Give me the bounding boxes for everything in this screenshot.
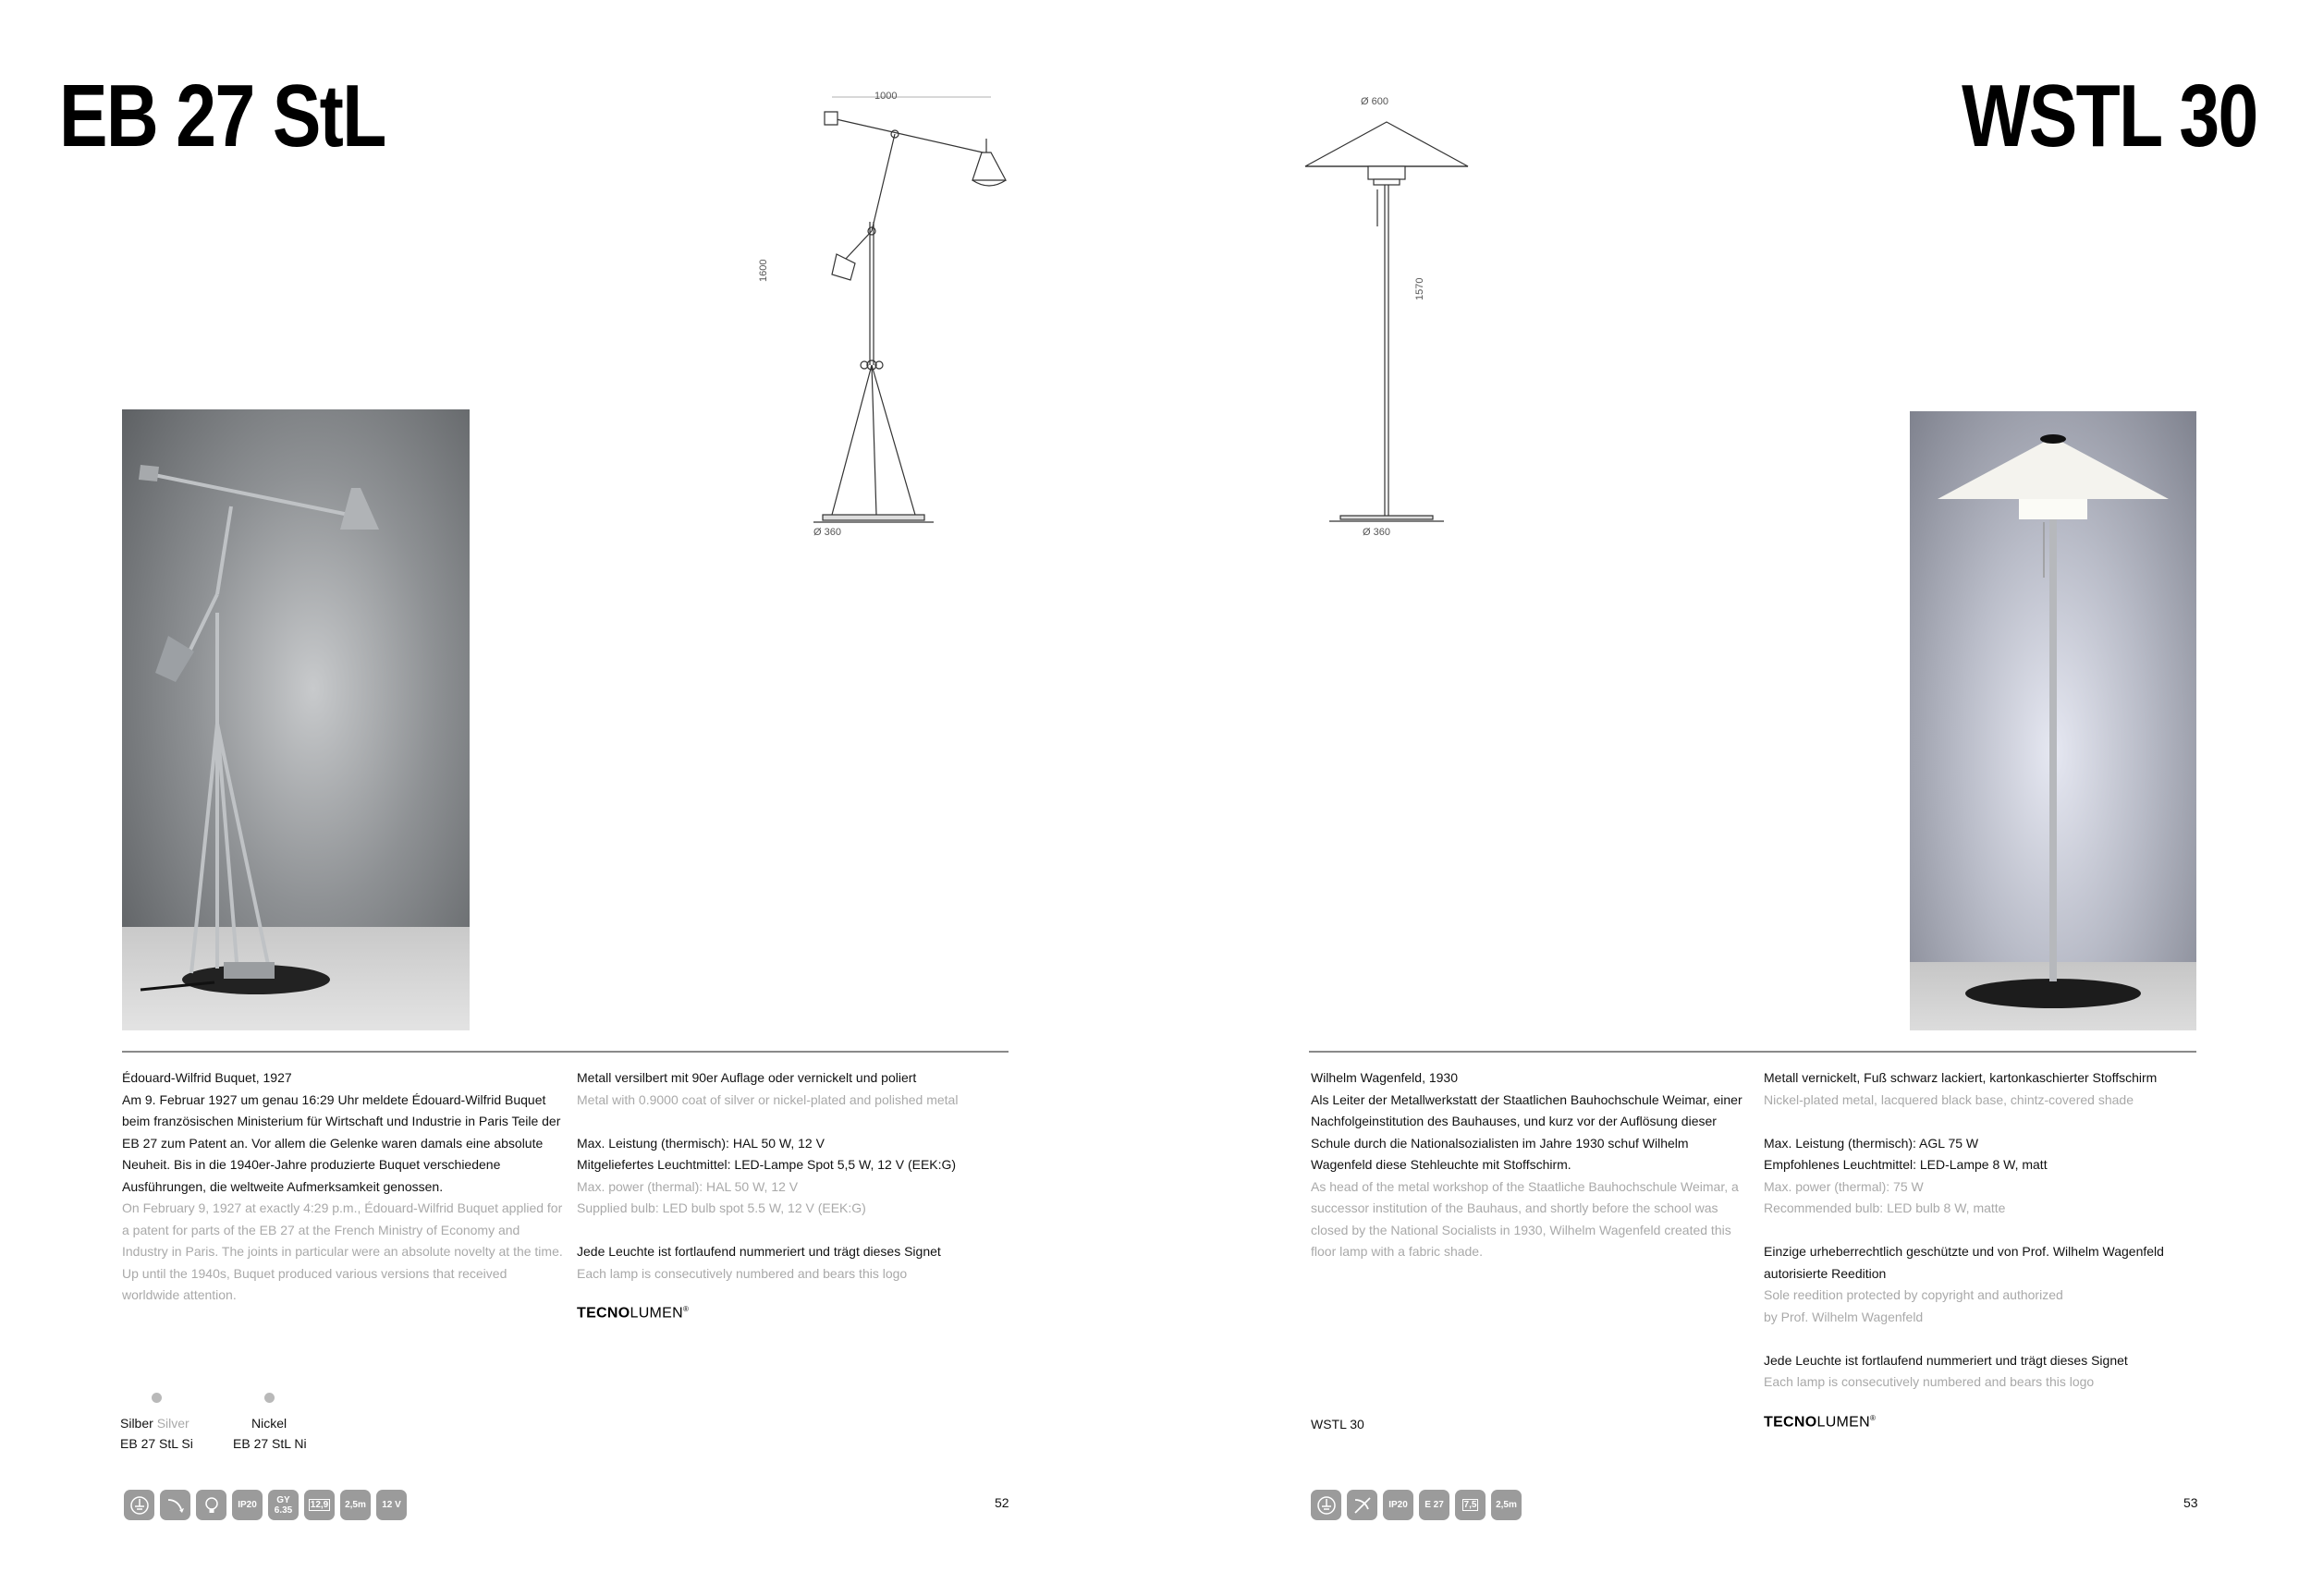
eb27-base-dimension: Ø 360 (813, 527, 841, 538)
lamp-height-icon: 7,5 (1455, 1490, 1486, 1520)
eb27-power-de: Max. Leistung (thermisch): HAL 50 W, 12 V (577, 1135, 825, 1151)
eb27-numbered-en: Each lamp is consecutively numbered and bears this logo (577, 1265, 908, 1281)
tecnolumen-logo-right: TECNOLUMEN® (1764, 1414, 1877, 1431)
eb27-product-photo (122, 409, 470, 1030)
variant-nickel-name-de: Nickel (251, 1416, 287, 1431)
eb27-width-dimension: 1000 (874, 91, 898, 102)
ip-rating-icon: IP20 (232, 1490, 263, 1520)
tecnolumen-logo-left: TECNOLUMEN® (577, 1305, 690, 1322)
eb27-description-de: Am 9. Februar 1927 um genau 16:29 Uhr meldete Édouard-Wilfrid Buquet beim französischen Ministerium für Wirtschaft und Industrie in Paris Teile der EB 27 zum Patent an. Vor allem die Gelenke waren damals eine absolute Neuheit. Bis in die 1940er-Jahre produzierte Buquet verschiedene Ausführungen, die weltweite Aufmerksamkeit genossen. (122, 1091, 561, 1194)
socket-icon: GY 6.35 (268, 1490, 299, 1520)
left-divider-rule (122, 1051, 1009, 1053)
variant-silver-swatch (152, 1393, 162, 1403)
voltage-icon: 12 V (376, 1490, 407, 1520)
variant-nickel-code: EB 27 StL Ni (233, 1436, 307, 1451)
lamp-height-icon: 12,9 (304, 1490, 335, 1520)
socket-icon: E 27 (1419, 1490, 1449, 1520)
ground-symbol-icon (124, 1490, 154, 1520)
eb27-designer: Édouard-Wilfrid Buquet, 1927 (122, 1070, 292, 1085)
wstl30-bulb-en: Recommended bulb: LED bulb 8 W, matte (1764, 1200, 2006, 1215)
variant-nickel-swatch (264, 1393, 275, 1403)
product-title-wstl30: WSTL 30 (1962, 67, 2257, 165)
wstl30-icon-row (1311, 1490, 1522, 1520)
right-divider-rule (1309, 1051, 2196, 1053)
variant-silver (120, 1413, 193, 1454)
wstl30-copyright-en-2: by Prof. Wilhelm Wagenfeld (1764, 1309, 1924, 1324)
eb27-material-de: Metall versilbert mit 90er Auflage oder vernickelt und poliert (577, 1070, 917, 1085)
variant-silver-code: EB 27 StL Si (120, 1436, 193, 1451)
dimmer-icon (160, 1490, 190, 1520)
eb27-description-block (122, 1067, 566, 1307)
wstl30-description-de: Als Leiter der Metallwerkstatt der Staatlichen Bauhochschule Weimar, einer Nachfolgeinstitution des Bauhauses, und kurz vor der Auflösung dieser Schule durch die Nationalsozialisten im Jahre 1930 schuf Wilhelm Wagenfeld diese Stehleuchte mit Stoffschirm. (1311, 1091, 1742, 1172)
eb27-description-en: On February 9, 1927 at exactly 4:29 p.m., Édouard-Wilfrid Buquet applied for a patent for parts of the EB 27 at the French Ministry of Economy and Industry in Paris. The joints in particular were an absolute novelty at the time. Up until the 1940s, Buquet produced various versions that received worldwide attention. (122, 1200, 563, 1302)
wstl30-description-en: As head of the metal workshop of the Staatliche Bauhochschule Weimar, a successor institution of the Bauhaus, and shortly before the school was closed by the National Socialists in 1930, Wilhelm Wagenfeld created this floor lamp with a fabric shade. (1311, 1178, 1739, 1259)
wstl30-numbered-en: Each lamp is consecutively numbered and bears this logo (1764, 1374, 2095, 1389)
wstl30-product-photo (1910, 411, 2196, 1030)
wstl30-width-dimension: Ø 600 (1361, 96, 1388, 107)
eb27-height-dimension: 1600 (758, 259, 769, 282)
wstl30-numbered-de: Jede Leuchte ist fortlaufend nummeriert und trägt dieses Signet (1764, 1352, 2128, 1368)
cable-length-icon: 2,5m (340, 1490, 371, 1520)
wstl30-copyright-de: Einzige urheberrechtlich geschützte und von Prof. Wilhelm Wagenfeld autorisierte Reedition (1764, 1244, 2164, 1281)
wstl30-description-block (1311, 1067, 1745, 1263)
wstl30-copyright-en-1: Sole reedition protected by copyright and authorized (1764, 1287, 2063, 1302)
bulb-icon (196, 1490, 226, 1520)
wstl30-height-dimension: 1570 (1414, 277, 1425, 300)
eb27-icon-row (124, 1490, 407, 1520)
wstl30-power-en: Max. power (thermal): 75 W (1764, 1178, 1924, 1194)
eb27-power-en: Max. power (thermal): HAL 50 W, 12 V (577, 1178, 799, 1194)
wstl30-designer: Wilhelm Wagenfeld, 1930 (1311, 1070, 1459, 1085)
eb27-bulb-en: Supplied bulb: LED bulb spot 5.5 W, 12 V (EEK:G) (577, 1200, 866, 1215)
wstl30-material-de: Metall vernickelt, Fuß schwarz lackiert, kartonkaschierter Stoffschirm (1764, 1070, 2158, 1085)
variant-nickel (233, 1413, 307, 1454)
eb27-technical-drawing (776, 88, 1035, 550)
variant-silver-name-de: Silber (120, 1416, 153, 1431)
page-number-right: 53 (2183, 1495, 2198, 1510)
product-title-eb27: EB 27 StL (59, 67, 385, 165)
wstl30-specs-block (1764, 1067, 2198, 1394)
ip-rating-icon: IP20 (1383, 1490, 1413, 1520)
wstl30-material-en: Nickel-plated metal, lacquered black base, chintz-covered shade (1764, 1091, 2134, 1107)
wstl30-technical-drawing (1294, 102, 1479, 536)
wstl30-bulb-de: Empfohlenes Leuchtmittel: LED-Lampe 8 W, matt (1764, 1157, 2048, 1172)
eb27-bulb-de: Mitgeliefertes Leuchtmittel: LED-Lampe Spot 5,5 W, 12 V (EEK:G) (577, 1157, 957, 1172)
page-number-left: 52 (995, 1495, 1009, 1510)
ground-symbol-icon (1311, 1490, 1341, 1520)
eb27-material-en: Metal with 0.9000 coat of silver or nickel-plated and polished metal (577, 1091, 959, 1107)
eb27-numbered-de: Jede Leuchte ist fortlaufend nummeriert und trägt dieses Signet (577, 1244, 941, 1259)
no-dimmer-icon (1347, 1490, 1377, 1520)
eb27-specs-block (577, 1067, 1011, 1285)
cable-length-icon: 2,5m (1491, 1490, 1522, 1520)
wstl30-power-de: Max. Leistung (thermisch): AGL 75 W (1764, 1135, 1979, 1151)
wstl30-variant-code: WSTL 30 (1311, 1417, 1364, 1432)
wstl30-base-dimension: Ø 360 (1363, 527, 1390, 538)
variant-silver-name-en: Silver (156, 1416, 190, 1431)
